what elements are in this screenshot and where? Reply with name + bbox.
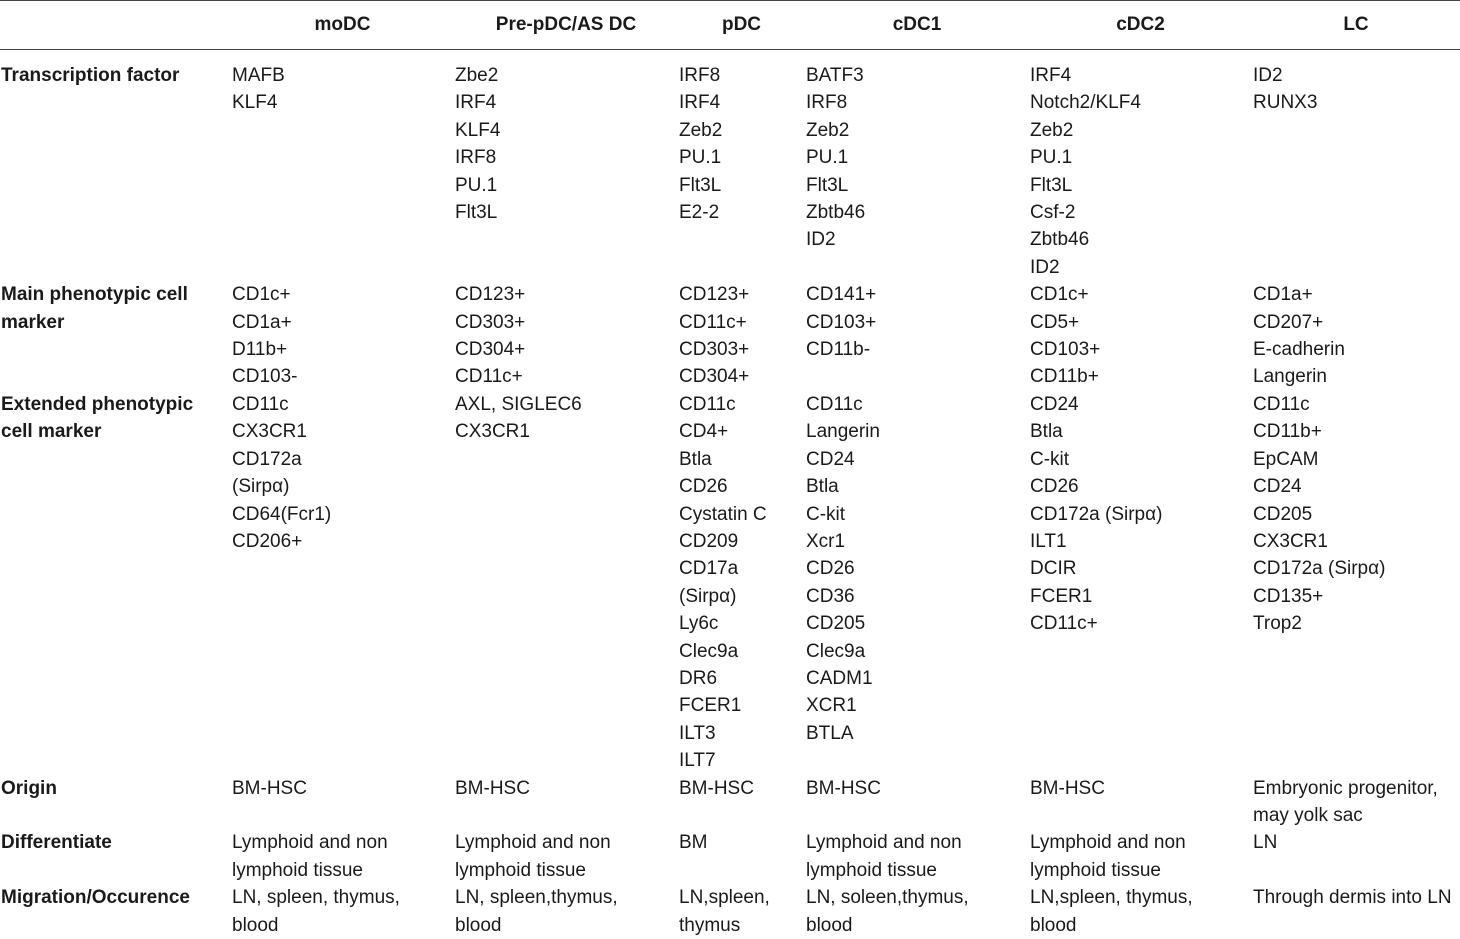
cell-entry: Csf-2 xyxy=(1030,202,1076,224)
cell-entry: Embryonic progenitor, xyxy=(1253,777,1438,799)
cell-entry: ID2 xyxy=(806,229,836,251)
cell-entry: Trop2 xyxy=(1253,613,1302,635)
row-label-line: Transcription factor xyxy=(1,65,180,86)
header-pdc: pDC xyxy=(678,1,805,50)
cell-entry: Xcr1 xyxy=(806,530,846,552)
cell-entry: IRF4 xyxy=(1030,65,1072,86)
cell-entry: IRF8 xyxy=(455,147,497,169)
cell-entry: CD5+ xyxy=(1030,311,1080,333)
cell-entry: DCIR xyxy=(1030,558,1077,580)
cell-entry: CD303+ xyxy=(455,311,526,333)
cell-cdc2 xyxy=(1029,884,1252,939)
cell-entry: Zeb2 xyxy=(679,119,723,141)
cell-entry: CD1c+ xyxy=(232,284,291,306)
cell-entry: CD26 xyxy=(679,476,728,498)
cell-entry: CD172a (Sirpα) xyxy=(1253,558,1386,580)
cell-entry: CD1a+ xyxy=(1253,284,1313,306)
cell-entry: CD123+ xyxy=(679,284,750,306)
cell-entry: LN xyxy=(1253,832,1278,854)
cell-entry: C-kit xyxy=(806,503,846,525)
cell-entry: D11b+ xyxy=(232,339,288,361)
cell-cdc1 xyxy=(805,775,1029,830)
cell-pdc xyxy=(678,281,805,391)
cell-entry: BTLA xyxy=(806,722,854,744)
cell-lc xyxy=(1252,775,1460,830)
cell-entry: Btla xyxy=(679,448,712,470)
cell-lc xyxy=(1252,829,1460,884)
header-cdc1: cDC1 xyxy=(805,1,1029,50)
cell-entry: Lymphoid and non xyxy=(1030,832,1186,854)
cell-entry: Cystatin C xyxy=(679,503,767,525)
cell-pre-pdc xyxy=(454,775,678,830)
cell-entry: Zbe2 xyxy=(455,65,499,86)
cell-entry: LN, spleen,thymus, xyxy=(455,887,618,909)
cell-entry: Notch2/KLF4 xyxy=(1030,92,1141,114)
cell-pre-pdc xyxy=(454,391,678,775)
cell-pre-pdc xyxy=(454,884,678,939)
row-label xyxy=(0,884,231,939)
cell-entry: IRF8 xyxy=(679,65,721,86)
cell-entry: LN, spleen, thymus, xyxy=(232,887,400,909)
cell-cdc2 xyxy=(1029,281,1252,391)
cell-entry: Btla xyxy=(806,476,839,498)
cell-entry: CD172a (Sirpα) xyxy=(1030,503,1163,525)
cell-pdc xyxy=(678,775,805,830)
cell-entry: KLF4 xyxy=(232,92,278,114)
cell-entry: BM-HSC xyxy=(1030,777,1105,799)
cell-entry: CADM1 xyxy=(806,667,873,689)
row-label xyxy=(0,281,231,391)
cell-entry: AXL, SIGLEC6 xyxy=(455,393,582,415)
cell-entry: Through dermis into LN xyxy=(1253,887,1452,909)
cell-modc xyxy=(231,829,454,884)
cell-entry: may yolk sac xyxy=(1253,804,1363,826)
cell-entry: CX3CR1 xyxy=(455,421,530,443)
cell-cdc2 xyxy=(1029,775,1252,830)
cell-entry: XCR1 xyxy=(806,695,857,717)
cell-entry: CD303+ xyxy=(679,339,750,361)
cell-entry: CD36 xyxy=(806,585,855,607)
header-row xyxy=(0,1,1460,50)
cell-entry: (Sirpα) xyxy=(232,476,290,498)
cell-entry: CD11c xyxy=(1253,393,1310,415)
cell-entry: CD205 xyxy=(806,613,866,635)
table-row xyxy=(0,829,1460,884)
cell-entry: Clec9a xyxy=(679,640,739,662)
cell-entry: MAFB xyxy=(232,65,285,86)
cell-entry: CD64(Fcr1) xyxy=(232,503,332,525)
cell-modc xyxy=(231,884,454,939)
cell-entry: Clec9a xyxy=(806,640,866,662)
cell-entry: CD11b+ xyxy=(1030,366,1099,388)
cell-entry: IRF4 xyxy=(679,92,721,114)
cell-entry: LN, soleen,thymus, xyxy=(806,887,969,909)
cell-cdc2 xyxy=(1029,829,1252,884)
cell-entry: PU.1 xyxy=(806,147,849,169)
cell-entry: BATF3 xyxy=(806,65,864,86)
cell-entry: Flt3L xyxy=(806,174,849,196)
cell-entry: CX3CR1 xyxy=(232,421,307,443)
cell-entry: thymus xyxy=(679,914,741,936)
cell-entry: (Sirpα) xyxy=(679,585,737,607)
cell-entry: CD103- xyxy=(232,366,298,388)
table-row xyxy=(0,281,1460,391)
cell-lc xyxy=(1252,50,1460,282)
header-pre-pdc: Pre-pDC/AS DC xyxy=(454,1,678,50)
cell-entry: CD11b+ xyxy=(1253,421,1322,443)
row-label-line: Main phenotypic cell xyxy=(1,284,188,306)
cell-entry: CD1c+ xyxy=(1030,284,1089,306)
cell-entry: CD103+ xyxy=(806,311,877,333)
cell-entry: CD11c xyxy=(806,393,863,415)
cell-cdc1 xyxy=(805,391,1029,775)
cell-entry: CD24 xyxy=(806,448,855,470)
cell-entry: blood xyxy=(806,914,853,936)
cell-entry: CX3CR1 xyxy=(1253,530,1328,552)
cell-entry: CD11c xyxy=(232,393,289,415)
cell-pdc xyxy=(678,391,805,775)
cell-entry: ILT1 xyxy=(1030,530,1067,552)
header-corner xyxy=(0,1,231,50)
cell-pre-pdc xyxy=(454,829,678,884)
cell-entry: Zbtb46 xyxy=(1030,229,1090,251)
cell-entry: CD209 xyxy=(679,530,739,552)
cell-entry: CD206+ xyxy=(232,530,303,552)
row-label-line: marker xyxy=(1,311,65,333)
table-row xyxy=(0,391,1460,775)
cell-entry: lymphoid tissue xyxy=(455,859,586,881)
cell-entry: BM-HSC xyxy=(455,777,530,799)
cell-modc xyxy=(231,391,454,775)
cell-lc xyxy=(1252,884,1460,939)
cell-entry: PU.1 xyxy=(1030,147,1073,169)
cell-entry: IRF4 xyxy=(455,92,497,114)
cell-entry: CD205 xyxy=(1253,503,1313,525)
cell-entry: LN,spleen, xyxy=(679,887,770,909)
cell-entry: Zeb2 xyxy=(1030,119,1074,141)
row-label xyxy=(0,50,231,282)
cell-pdc xyxy=(678,50,805,282)
cell-entry: CD304+ xyxy=(455,339,526,361)
header-modc: moDC xyxy=(231,1,454,50)
row-label xyxy=(0,775,231,830)
cell-entry: RUNX3 xyxy=(1253,92,1318,114)
cell-cdc1 xyxy=(805,50,1029,282)
cell-entry: ID2 xyxy=(1253,65,1283,86)
cell-entry: CD11c+ xyxy=(679,311,747,333)
header-lc: LC xyxy=(1252,1,1460,50)
cell-cdc2 xyxy=(1029,50,1252,282)
cell-entry: blood xyxy=(1030,914,1077,936)
cell-entry: BM-HSC xyxy=(806,777,881,799)
cell-entry: KLF4 xyxy=(455,119,501,141)
cell-entry: CD24 xyxy=(1030,393,1079,415)
cell-entry: C-kit xyxy=(1030,448,1070,470)
cell-lc xyxy=(1252,391,1460,775)
table-header xyxy=(0,1,1460,50)
cell-entry: CD172a xyxy=(232,448,302,470)
row-label-line: Migration/Occurence xyxy=(1,887,190,909)
cell-entry: CD123+ xyxy=(455,284,526,306)
cell-entry: CD141+ xyxy=(806,284,877,306)
cell-entry: IRF8 xyxy=(806,92,848,114)
row-label-line: Origin xyxy=(1,777,57,799)
cell-entry: Ly6c xyxy=(679,613,719,635)
cell-entry: CD26 xyxy=(806,558,855,580)
cell-entry: LN,spleen, thymus, xyxy=(1030,887,1193,909)
cell-entry: CD304+ xyxy=(679,366,750,388)
cell-entry: BM xyxy=(679,832,708,854)
cell-entry: DR6 xyxy=(679,667,718,689)
cell-entry: PU.1 xyxy=(455,174,498,196)
cell-entry: Btla xyxy=(1030,421,1063,443)
cell-entry: CD24 xyxy=(1253,476,1302,498)
cell-entry: CD4+ xyxy=(679,421,729,443)
cell-entry: BM-HSC xyxy=(679,777,754,799)
cell-entry: lymphoid tissue xyxy=(806,859,937,881)
cell-pre-pdc xyxy=(454,50,678,282)
row-label-line: cell marker xyxy=(1,421,102,443)
cell-entry: Flt3L xyxy=(455,202,498,224)
cell-entry: CD26 xyxy=(1030,476,1079,498)
cell-entry: CD11c xyxy=(679,393,736,415)
cell-entry: PU.1 xyxy=(679,147,722,169)
cell-pdc xyxy=(678,884,805,939)
cell-entry: CD11c+ xyxy=(1030,613,1098,635)
cell-entry: Lymphoid and non xyxy=(232,832,388,854)
cell-entry: blood xyxy=(232,914,279,936)
cell-entry: lymphoid tissue xyxy=(1030,859,1161,881)
table-row xyxy=(0,775,1460,830)
cell-entry: CD207+ xyxy=(1253,311,1324,333)
cell-entry: CD135+ xyxy=(1253,585,1324,607)
cell-cdc2 xyxy=(1029,391,1252,775)
cell-lc xyxy=(1252,281,1460,391)
cell-entry: ILT7 xyxy=(679,750,716,772)
cell-entry: Langerin xyxy=(806,421,880,443)
cell-cdc1 xyxy=(805,829,1029,884)
cell-modc xyxy=(231,50,454,282)
row-label-line: Differentiate xyxy=(1,832,112,854)
cell-pdc xyxy=(678,829,805,884)
cell-entry: ILT3 xyxy=(679,722,716,744)
cell-cdc1 xyxy=(805,884,1029,939)
table-body xyxy=(0,50,1460,939)
cell-entry: FCER1 xyxy=(1030,585,1093,607)
table-row xyxy=(0,884,1460,939)
cell-entry: CD1a+ xyxy=(232,311,292,333)
cell-cdc1 xyxy=(805,281,1029,391)
cell-entry: EpCAM xyxy=(1253,448,1319,470)
row-label xyxy=(0,391,231,775)
cell-entry: Langerin xyxy=(1253,366,1327,388)
cell-entry: Lymphoid and non xyxy=(455,832,611,854)
cell-entry: BM-HSC xyxy=(232,777,307,799)
cell-entry: CD11c+ xyxy=(455,366,523,388)
cell-entry: Zbtb46 xyxy=(806,202,866,224)
cell-entry: E2-2 xyxy=(679,202,720,224)
header-cdc2: cDC2 xyxy=(1029,1,1252,50)
row-label-line: Extended phenotypic xyxy=(1,393,194,415)
cell-entry: Lymphoid and non xyxy=(806,832,962,854)
cell-entry: CD11b- xyxy=(806,339,871,361)
cell-entry: CD17a xyxy=(679,558,739,580)
cell-entry: blood xyxy=(455,914,502,936)
cell-entry: Flt3L xyxy=(1030,174,1073,196)
cell-entry: Zeb2 xyxy=(806,119,850,141)
cell-entry: FCER1 xyxy=(679,695,742,717)
cell-entry: lymphoid tissue xyxy=(232,859,363,881)
cell-entry: CD103+ xyxy=(1030,339,1101,361)
cell-pre-pdc xyxy=(454,281,678,391)
cell-modc xyxy=(231,281,454,391)
cell-entry: Flt3L xyxy=(679,174,722,196)
cell-entry: ID2 xyxy=(1030,256,1060,278)
row-label xyxy=(0,829,231,884)
cell-entry: E-cadherin xyxy=(1253,339,1345,361)
cell-modc xyxy=(231,775,454,830)
table-row xyxy=(0,50,1460,282)
